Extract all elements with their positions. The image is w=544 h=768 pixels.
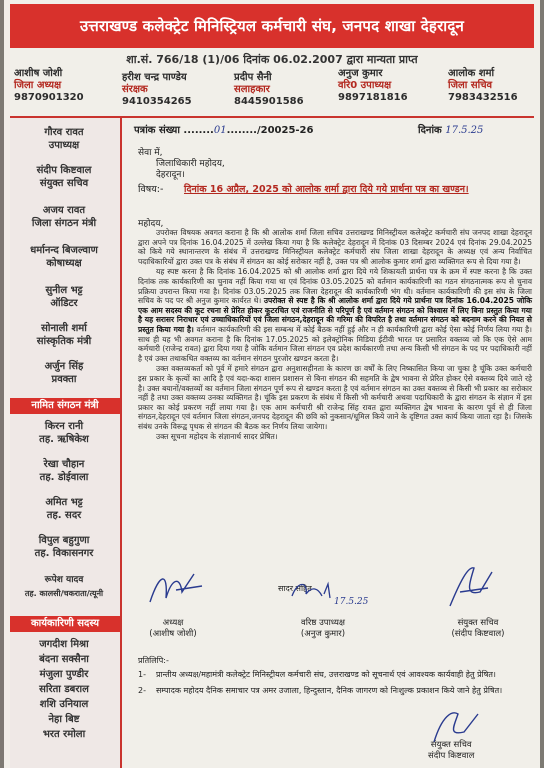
sidebar-member: अर्जुन सिंह प्रवक्ता [44,361,84,385]
reference-number: पत्रांक संख्या ........01......../20025-26 [134,125,314,136]
signature-president [146,568,206,608]
sidebar-member: धर्मानन्द बिजल्वाण कोषाध्यक्ष [30,245,98,269]
sidebar-member: संदीप किष्टवाल संयुक्त सचिव [36,165,92,189]
officer-1: आशीष जोशी जिला अध्यक्ष 9870901320 [14,68,84,103]
closing: सादर सहित [278,584,312,593]
sidebar-member: सोनाली शर्मा सांस्कृतिक मंत्री [36,323,92,347]
officer-5: आलोक शर्मा जिला सचिव 7983432516 [448,68,518,103]
copy-item: 2- सम्पादक महोदय दैनिक समाचार पत्र अमर उजाला, हिन्दुस्तान, दैनिक जागरण को निःशुल्क प्रकाशन किये जाने हेतु प्रेषित। [138,686,503,695]
sidebar-nominated: रूपेश यादव तह. कालसी/चकराता/त्यूनी [24,575,104,598]
executive-heading: कार्यकारिणी सदस्य [10,616,120,632]
paragraph-2: यह स्पष्ट करना है कि दिनांक 16.04.2025 को श्री आलोक शर्मा द्वारा दिये गये शिकायती प्रार्थना पत्र के क्रम में स्पष्ट करना है कि उक्त दिनांक तक कार्यकारिणी का चुनाव नहीं किया गया था एवं दिनांक 03.05.2025 को वर्तमान कार्यकारिणी का गठन संगठनात्मक रूप से चुनाव प्रक्रिया उपरान्त किया गया है। दिनांक 03.05.2025 तक जिला देहरादून की कार्यकारिणी भंग थी। वर्तमान कार्यकारिणी की इस संघ के जिला सचिव के पद पर श्री अनुज कुमार कार्यरत थे। उपरोक्त से स्पष्ट है कि श्री आलोक शर्मा द्वारा दिये गये प्रार्थना पत्र दिनांक 16.04.2025 जोकि एक आम सदस्य की कूट रचना से प्रेरित होकर कूटरचित एवं राजनीति से परिपूर्ण है एवं वर्तमान संगठन को विश्वास में लिए बिना प्रस्तुत किया गया है यह सरासर निराधार एवं उच्चाधिकारियों एवं जिला संगठन,देहरादून की गरिमा की विपरित है तथा वर्तमान संगठन को बदनाम करने की नियत से प्रस्तुत किया गया है। वर्तमान कार्यकारिणी की इस सम्बन्ध में कोई बैठक नहीं हुई और न ही कार्यकारिणी द्वारा कोई ऐसा कोई निर्णय लिया गया है। साथ ही यह भी अवगत कराना है कि दिनांक 17.05.2025 को इलेक्ट्रोनिक मिडिया ईटीवी भारत पर प्रसारित वक्तव्य जो कि एक ऐसे आम कर्मचारी (राजेन्द्र रावत) द्वारा दिया गया है जोकि वर्तमान जिला संगठन एव प्रदेश कार्यकारणी तथा अन्य किसी भी संगठन के पद पर पदाधिकारी नहीं है एवं उक्त तथाकथित वक्तव्य का वर्तमान संगठन पुरजोर खण्डन करता है। [138,267,532,363]
paragraph-1: उपरोक्त विषयक अवगत कराना है कि श्री आलोक शर्मा जिला सचिव उत्तराखण्ड मिनिस्ट्रीयल कलेक्ट्रेट कर्मचारी संघ जनपद शाखा देहरादून द्वारा अपने पत्र दिनांक 16.04.2025 में उल्लेख किया गया है कि कलेक्ट्रेट देहरादून में दिनांक 03 दिसम्बर 2024 एवं दिनांक 29.04.2025 को किये गये स्थानान्तरण के संबंध में उत्तराखण्ड मिनिस्ट्रीयल कलेक्ट्रेट कर्मचारी संघ जिला शाखा देहरादून के अध्यक्ष एवं अन्य निर्वाचित पदाधिकारियों द्वारा उक्त पत्र के संबंध में संगठन का कोई सरोकार नहीं है, उक्त पत्र श्री आलोक कुमार शर्मा द्वारा व्यक्तिगत रूप से दिया गया है। [138,228,532,266]
sidebar [10,118,122,768]
letter-body [138,228,532,443]
signature-block-joint-secretary: संयुक्त सचिव (संदीप किष्टवाल) [451,618,505,639]
nominated-heading: नामित संगठन मंत्री [10,398,120,414]
officer-2: हरीश चन्द्र पाण्डेय संरक्षक 9410354265 [122,72,192,107]
signature-date: 17.5.25 [334,597,369,607]
letter-page [4,0,540,768]
sidebar-nominated: अमित भट्ट तह. सदर [45,497,83,521]
paragraph-4: उक्त सूचना महोदय के संज्ञानार्थ सादर प्रेषित। [156,432,278,442]
executive-member: सरिता डबराल [39,684,89,695]
executive-member: मंजुला पुण्डीर [39,669,89,680]
officers-row [10,68,534,114]
paragraph-3: उक्त वक्तव्यकर्ता को पूर्व में हमारे संगठन द्वारा अनुशासहीनता के कारण छः वर्षों के लिए निष्कासित किया जा चुका है चूंकि उक्त कर्मचारी इस प्रकार के कृत्यों का आदि है एवं यदा-कदा शासन प्रशासन से बिना संगठन की सहमति के द्वेष भावना से प्रेरित होकर ऐसे वक्तव्य दिये जाते रहे है। उक्त बयानों/वक्तव्यों का वर्तमान जिला संगठन पूर्ण रूप से खण्डन करता है एवं वर्तमान संगठन का उक्त वक्तव्य से किसी भी प्रकार का सरोकार नहीं है तथा उक्त वक्तव्य उनका व्यक्तिगत है। चूंकि इस प्रकरण के संबंध में किसी भी कर्मचारी अथवा पदाधिकारी के द्वारा संगठन के संज्ञान में इस प्रकार का कोई प्रकरण नहीं लाया गया है। एक आम कर्मचारी श्री राजेन्द्र सिंह रावत द्वारा व्यक्तिगत द्वेष भावना के कारण पूर्व से ही जिला संगठन,देहरादून एवं वर्तमान जिला संगठन,जनपद देहरादून की छवि को नुकसान/धूमिल किये जाने के दृष्टिगत उक्त कार्य किया जाता रहा है। जिसके संबंध उनके विरूद्व पृथक से संगठन की बैठक कर निर्णय लिया जायेगा। [138,364,532,431]
letterhead-title: उत्तराखण्ड कलेक्ट्रेट मिनिस्ट्रियल कर्मचारी संघ, जनपद शाखा देहरादून [10,4,534,48]
signature-block-vice-president: वरिष्ठ उपाध्यक्ष (अनुज कुमार) [300,618,346,639]
copy-item: 1- प्रान्तीय अध्यक्ष/महामंत्री कलेक्ट्रेट मिनिस्ट्रीयल कर्मचारी संघ, उत्तराखण्ड को सूचनार्थ एवं आवश्यक कार्यवाही हेतु प्रेषित। [138,670,496,679]
signature-joint-secretary [440,562,500,612]
executive-member: नेहा बिष्ट [48,714,80,725]
signature-vice-president [288,576,378,616]
officer-4: अनुज कुमार वरि0 उपाध्यक्ष 9897181816 [338,68,408,103]
sidebar-member: अजय रावत जिला संगठन मंत्री [31,205,97,229]
sidebar-nominated: किरन रानी तह. ऋषिकेश [39,421,89,445]
letter-date: दिनांक 17.5.25 [418,125,484,136]
salutation: महोदय, [138,219,164,229]
sidebar-nominated: रेखा चौहान तह. डोईवाला [39,459,89,483]
sidebar-member: सुनील भट्ट ऑडिटर [45,285,83,309]
final-signature-block: संयुक्त सचिव संदीप किष्टवाल [428,740,475,761]
letter-content [128,118,534,768]
letter-subject: विषय:- दिनांक 16 अप्रैल, 2025 को आलोक शर्मा द्वारा दिये गये प्रार्थना पत्र का खण्डन। [138,184,469,195]
copies-list: प्रतिलिपि:- 1- प्रान्तीय अध्यक्ष/महामंत्री कलेक्ट्रेट मिनिस्ट्रीयल कर्मचारी संघ, उत्तराखण्ड को सूचनार्थ एवं आवश्यक कार्यवाही हेतु प्रेषित। 2- सम्पादक महोदय दैनिक समाचार पत्र अमर उजाला, हिन्दुस्तान, दैनिक जागरण को निःशुल्क प्रकाशन किये जाने हेतु प्रेषित। [138,656,528,702]
sidebar-member: गौरव रावत उपाध्यक्ष [44,127,84,151]
executive-member: जगदीश मिश्रा [39,639,89,650]
signature-block-president: अध्यक्ष (आशीष जोशी) [149,618,197,639]
executive-member: शशि उनियाल [39,699,89,710]
executive-member: बंदना सक्सैना [39,654,89,665]
executive-member: भरत रमोला [42,729,86,740]
recipient-address: सेवा में, जिलाधिकारी महोदय, देहरादून। [138,148,225,180]
registration-line: शा.सं. 766/18 (1)/06 दिनांक 06.02.2007 द्वारा मान्यता प्राप्त [126,53,418,66]
officer-3: प्रदीप सैनी सलाहकार 8445901586 [234,72,304,107]
sidebar-nominated: विपुल बहुगुणा तह. विकासनगर [34,535,94,559]
